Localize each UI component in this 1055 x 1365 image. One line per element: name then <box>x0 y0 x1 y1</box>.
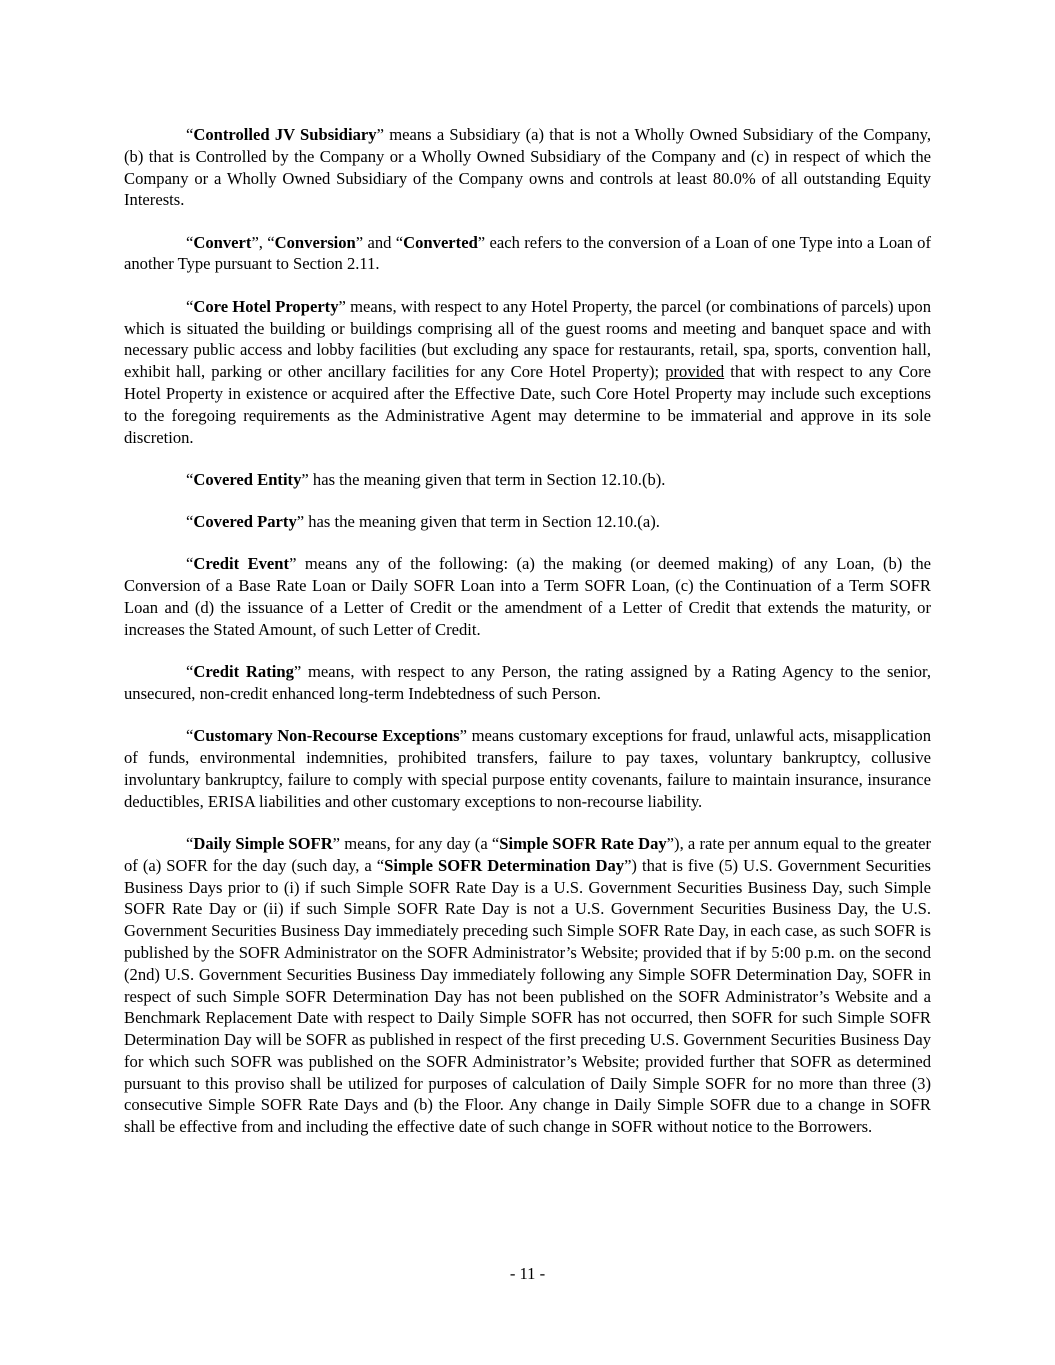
defined-term: Conversion <box>274 232 356 252</box>
definition-text: ” means, with respect to any Hotel Property, the parcel (or combinations of parcels) upon which is situated the building or buildings comprising all of the guest rooms and meeting and banquet space and with necessary public access and lobby facilities (but excluding any space for restaurants, retail, spa, sports, convention hall, exhibit hall, parking or other ancillary facilities for any Core Hotel Property); <box>124 296 931 382</box>
definition-text: ” has the meaning given that term in Section 12.10.(a). <box>296 512 660 532</box>
definition-text: ”), a rate per annum equal to the greater of (a) SOFR for the day (such day, a “ <box>124 833 931 875</box>
definition-text: ” means, for any day (a “ <box>332 833 500 853</box>
defined-term: Simple SOFR Rate Day <box>499 833 667 853</box>
definition-text: “ <box>186 296 194 316</box>
definition-text: ” each refers to the conversion of a Loan of one Type into a Loan of another Type pursuant to Section 2.11. <box>124 232 931 274</box>
definition-text: “ <box>186 125 194 144</box>
definition-text: ” has the meaning given that term in Section 12.10.(b). <box>301 469 666 489</box>
definition-text: ” means a Subsidiary (a) that is not a Wholly Owned Subsidiary of the Company, (b) that is Controlled by the Company or a Wholly Owned Subsidiary of the Company and (c) in respect of which the Company or a Wholly Owned Subsidiary of the Company owns and controls at least 80.0% of all outstanding Equity Interests. <box>124 125 931 210</box>
definition-daily-simple-sofr <box>124 833 931 1138</box>
defined-term: Convert <box>193 232 252 252</box>
definition-covered-party <box>124 511 931 533</box>
definition-credit-event <box>124 553 931 640</box>
definition-customary-non-recourse-exceptions <box>124 725 931 812</box>
defined-term: Core Hotel Property <box>193 296 339 316</box>
definition-core-hotel-property <box>124 296 931 449</box>
definition-text: “ <box>186 554 194 574</box>
definition-text: “ <box>186 833 194 853</box>
page-number: - 11 - <box>509 1264 546 1283</box>
defined-term: Daily Simple SOFR <box>193 833 333 853</box>
definition-text: “ <box>186 662 194 682</box>
definition-text: “ <box>186 469 194 489</box>
defined-term: Credit Rating <box>193 662 294 682</box>
document-page <box>124 124 931 1159</box>
definition-credit-rating <box>124 661 931 705</box>
definition-text: “ <box>186 512 194 532</box>
definition-text: ”, “ <box>251 232 275 252</box>
definition-controlled-jv-subsidiary <box>124 124 931 211</box>
defined-term: Simple SOFR Determination Day <box>384 855 625 875</box>
defined-term: Covered Entity <box>193 469 302 489</box>
definition-convert <box>124 232 931 276</box>
definition-text: ”) that is five (5) U.S. Government Securities Business Days prior to (i) if such Simple SOFR Rate Day is a U.S. Government Securities Business Day, such Simple SOFR Rate Day or (ii) if such Simple SOFR Rate Day is not a U.S. Government Securities Business Day, the U.S. Government Securities Business Day immediately preceding such Simple SOFR Rate Day, in each case, as such SOFR is published by the SOFR Administrator on the SOFR Administrator’s Website; provided that if by 5:00 p.m. on the second (2nd) U.S. Government Securities Business Day immediately following any Simple SOFR Determination Day, SOFR in respect of such Simple SOFR Determination Day has not been published on the SOFR Administrator’s Website and a Benchmark Replacement Date with respect to Daily Simple SOFR has not occurred, then SOFR for such Simple SOFR Determination Day will be SOFR as published in respect of the first preceding U.S. Government Securities Business Day for which such SOFR was published on the SOFR Administrator’s Website; provided further that SOFR as determined pursuant to this proviso shall be utilized for purposes of calculation of Daily Simple SOFR for no more than three (3) consecutive Simple SOFR Rate Days and (b) the Floor. Any change in Daily Simple SOFR due to a change in SOFR shall be effective from and including the effective date of such change in SOFR without notice to the Borrowers. <box>124 855 931 1137</box>
defined-term: Customary Non-Recourse Exceptions <box>193 726 460 746</box>
definition-text: ” means customary exceptions for fraud, unlawful acts, misapplication of funds, environmental indemnities, prohibited transfers, failure to pay taxes, voluntary bankruptcy, collusive involuntary bankruptcy, failure to comply with special purpose entity covenants, failure to maintain insurance, insurance deductibles, ERISA liabilities and other customary exceptions to non-recourse liability. <box>124 726 931 811</box>
definition-text: “ <box>186 726 194 746</box>
definition-text: ” and “ <box>355 232 404 252</box>
defined-term: Credit Event <box>193 554 290 574</box>
definition-text: “ <box>186 232 194 252</box>
defined-term: Covered Party <box>193 512 297 532</box>
defined-term: Converted <box>403 232 478 252</box>
definition-text: that with respect to any Core Hotel Property in existence or acquired after the Effective Date, such Core Hotel Property may include such exceptions to the foregoing requirements as the Administrative Agent may determine to be immaterial and approve in its sole discretion. <box>124 362 931 447</box>
definition-text: ” means any of the following: (a) the making (or deemed making) of any Loan, (b) the Conversion of a Base Rate Loan or Daily SOFR Loan into a Term SOFR Loan, (c) the Continuation of a Term SOFR Loan and (d) the issuance of a Letter of Credit or the amendment of a Letter of Credit that extends the maturity, or increases the Stated Amount, of such Letter of Credit. <box>124 554 931 639</box>
definition-covered-entity <box>124 469 931 491</box>
underlined-text: provided <box>665 362 725 382</box>
defined-term: Controlled JV Subsidiary <box>193 125 377 144</box>
definition-text: ” means, with respect to any Person, the rating assigned by a Rating Agency to the senior, unsecured, non-credit enhanced long-term Indebtedness of such Person. <box>124 662 932 703</box>
